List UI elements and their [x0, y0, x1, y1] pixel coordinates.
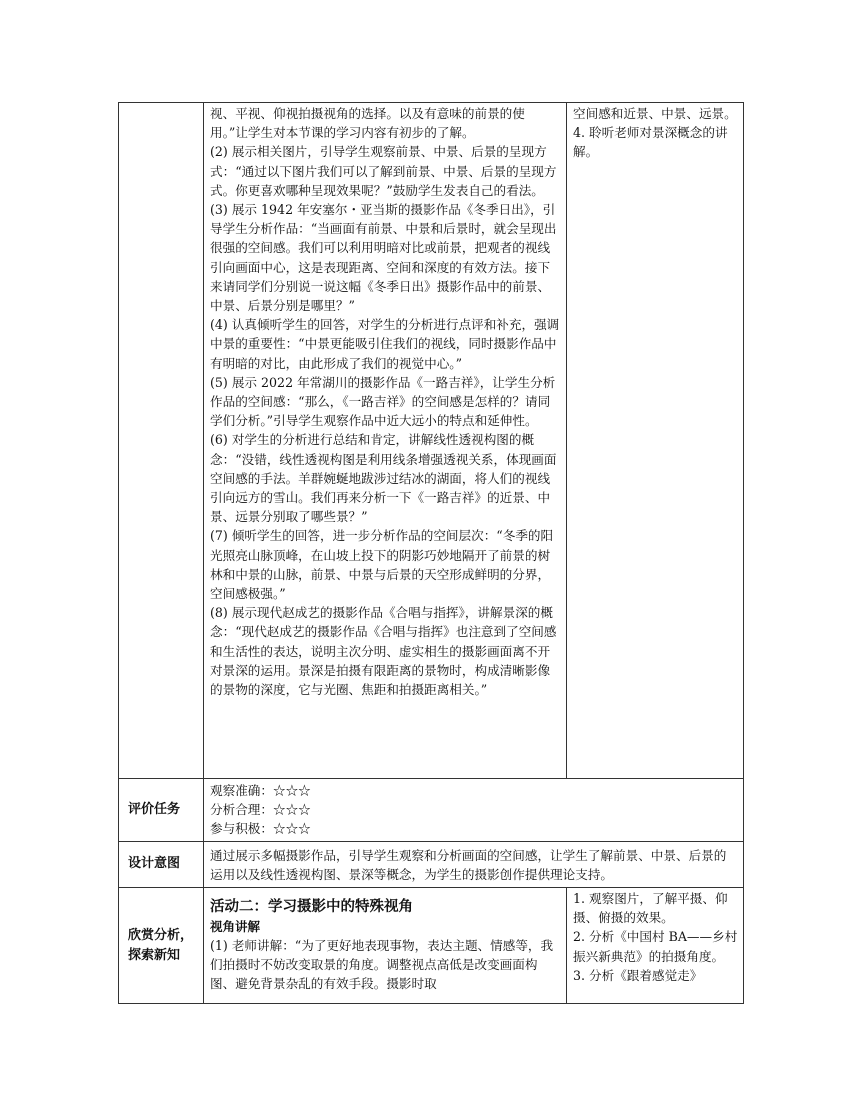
activity-two-student-cell	[567, 888, 744, 1004]
design-intent-text: 通过展示多幅摄影作品，引导学生观察和分析画面的空间感，让学生了解前景、中景、后景的运用以及线性透视构图、景深等概念，为学生的摄影创作提供理论支持。	[210, 847, 727, 882]
student-step-2: 2. 分析《中国村 BA——乡村振兴新典范》的拍摄角度。	[573, 929, 738, 964]
student-activity-cell	[567, 103, 744, 779]
table-row-design-intent	[119, 841, 744, 887]
paragraph-teacher-explain: (1) 老师讲解：“为了更好地表现事物，表达主题、情感等，我们拍摄时不妨改变取景的角度。调整视点高低是改变画面构图、避免背景杂乱的有效手段。摄影时取	[210, 938, 554, 992]
paragraph-step-7: (7) 倾听学生的回答，进一步分析作品的空间层次：“冬季的阳光照亮山脉顶峰，在山坡上投下的阴影巧妙地隔开了前景的树林和中景的山脉，前景、中景与后景的天空形成鲜明的分界，空间感极强。”	[210, 528, 554, 602]
table-row-evaluation	[119, 779, 744, 842]
activity-two-title: 活动二：学习摄影中的特殊视角	[210, 899, 413, 916]
design-intent-label: 设计意图	[128, 856, 181, 872]
row1-label-cell	[119, 103, 204, 779]
activity-two-teacher-cell	[204, 888, 567, 1004]
viewing-angle-subtitle: 视角讲解	[210, 919, 261, 935]
student-step-3: 3. 分析《跟着感觉走》	[573, 967, 703, 983]
student-item-3-continued: 空间感和近景、中景、远景。	[573, 106, 737, 121]
criterion-participation: 参与积极：☆☆☆	[210, 821, 311, 837]
paragraph-step-8: (8) 展示现代赵成艺的摄影作品《合唱与指挥》，讲解景深的概念：“现代赵成艺的摄影作品《合唱与指挥》也注意到了空间感和生活性的表达，说明主次分明、虚实相生的摄影画面离不开对景深的运用。景深是拍摄有限距离的景物时，构成清晰影像的景物的深度，它与光圈、焦距和拍摄距离相关。”	[210, 605, 557, 698]
teacher-activity-text	[204, 103, 566, 701]
criterion-analysis: 分析合理：☆☆☆	[210, 802, 311, 818]
paragraph-step-5: (5) 展示 2022 年常湖川的摄影作品《一路吉祥》，让学生分析作品的空间感：“那么，《一路吉祥》的空间感是怎样的？请同学们分析。”引导学生观察作品中近大远小的特点和延伸性。	[210, 374, 556, 429]
student-item-4: 4. 聆听老师对景深概念的讲解。	[573, 125, 728, 160]
design-intent-label-cell	[119, 841, 204, 887]
table-row-teaching-process	[119, 103, 744, 779]
activity-two-student-text	[567, 888, 743, 987]
activity-two-teacher-text	[204, 888, 566, 996]
student-step-1: 1. 观察图片，了解平摄、仰摄、俯摄的效果。	[573, 891, 728, 926]
table-row-activity-two	[119, 888, 744, 1004]
student-activity-text	[567, 103, 743, 164]
paragraph-intro-continued: 视、平视、仰视拍摄视角的选择。以及有意味的前景的使用。”让学生对本节课的学习内容有初步的了解。	[210, 106, 525, 141]
design-intent-content-cell	[204, 841, 744, 887]
paragraph-step-4: (4) 认真倾听学生的回答，对学生的分析进行点评和补充，强调中景的重要性：“中景更能吸引住我们的视线，同时摄影作品中有明暗的对比，由此形成了我们的视觉中心。”	[210, 317, 560, 371]
criterion-observation: 观察准确：☆☆☆	[210, 783, 311, 798]
activity-two-label: 欣赏分析，探索新知	[128, 927, 194, 963]
paragraph-step-6: (6) 对学生的分析进行总结和肯定，讲解线性透视构图的概念：“没错，线性透视构图是利用线条增强透视关系，体现画面空间感的手法。羊群婉蜒地跋涉过结冰的湖面，将人们的视线引向远方的雪山。我们再来分析一下《一路吉祥》的近景、中景、远景分别取了哪些景？”	[210, 432, 557, 525]
paragraph-step-2: (2) 展示相关图片，引导学生观察前景、中景、后景的呈现方式：“通过以下图片我们可以了解到前景、中景、后景的呈现方式。你更喜欢哪种呈现效果呢？”鼓励学生发表自己的看法。	[210, 144, 557, 198]
teacher-activity-cell	[204, 103, 567, 779]
lesson-plan-table	[118, 102, 744, 1004]
paragraph-step-3: (3) 展示 1942 年安塞尔・亚当斯的摄影作品《冬季日出》，引导学生分析作品：“当画面有前景、中景和后景时，就会呈现出很强的空间感。我们可以利用明暗对比或前景，把观者的视线引向画面中心，这是表现距离、空间和深度的有效方法。接下来请同学们分别说一说这幅《冬季日出》摄影作品中的前景、中景、后景分别是哪里？”	[210, 202, 557, 314]
evaluation-label: 评价任务	[128, 801, 181, 817]
evaluation-label-cell	[119, 779, 204, 842]
evaluation-content-cell	[204, 779, 744, 842]
evaluation-criteria	[204, 779, 743, 841]
lesson-plan-page	[118, 102, 742, 1004]
activity-two-label-cell	[119, 888, 204, 1004]
